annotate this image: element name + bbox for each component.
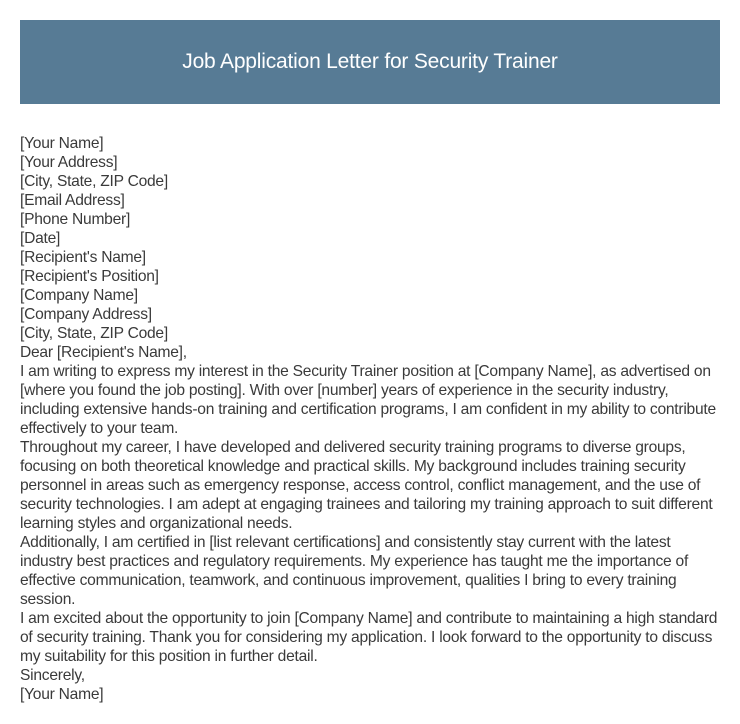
sender-phone: [Phone Number] — [20, 211, 131, 228]
recipient-name: [Recipient's Name] — [20, 249, 146, 266]
signature: [Your Name] — [20, 686, 104, 703]
sender-city-state-zip: [City, State, ZIP Code] — [20, 173, 168, 190]
page-title: Job Application Letter for Security Trainer — [182, 50, 558, 73]
closing: Sincerely, — [20, 667, 85, 684]
paragraph-closing: I am excited about the opportunity to join [Company Name] and contribute to maintaining a high standard of security training. Thank you for considering my application. I look forward to the opportunity to discuss my suitability for this position in further detail. — [20, 610, 718, 665]
letter-date: [Date] — [20, 230, 61, 247]
recipient-address: [Company Address] — [20, 306, 152, 323]
paragraph-certifications: Additionally, I am certified in [list relevant certifications] and consistently stay current with the latest industry best practices and regulatory requirements. My experience has taught me the importance of effective communication, teamwork, and continuous improvement, qualities I bring to every training session. — [20, 534, 689, 608]
sender-name: [Your Name] — [20, 135, 104, 152]
letter-body — [20, 134, 725, 704]
recipient-city-state-zip: [City, State, ZIP Code] — [20, 325, 168, 342]
recipient-company: [Company Name] — [20, 287, 138, 304]
paragraph-experience: Throughout my career, I have developed and delivered security training programs to diverse groups, focusing on both theoretical knowledge and practical skills. My background includes training security personnel in areas such as emergency response, access control, conflict management, and the use of security technologies. I am adept at engaging trainees and tailoring my training approach to suit different learning styles and organizational needs. — [20, 439, 713, 532]
recipient-position: [Recipient's Position] — [20, 268, 159, 285]
salutation: Dear [Recipient's Name], — [20, 344, 187, 361]
paragraph-intro: I am writing to express my interest in the Security Trainer position at [Company Name], as advertised on [where you found the job posting]. With over [number] years of experience in the security industry, including extensive hands-on training and certification programs, I am confident in my ability to contribute effectively to your team. — [20, 363, 716, 437]
page-header — [20, 20, 720, 104]
sender-address: [Your Address] — [20, 154, 118, 171]
sender-email: [Email Address] — [20, 192, 125, 209]
